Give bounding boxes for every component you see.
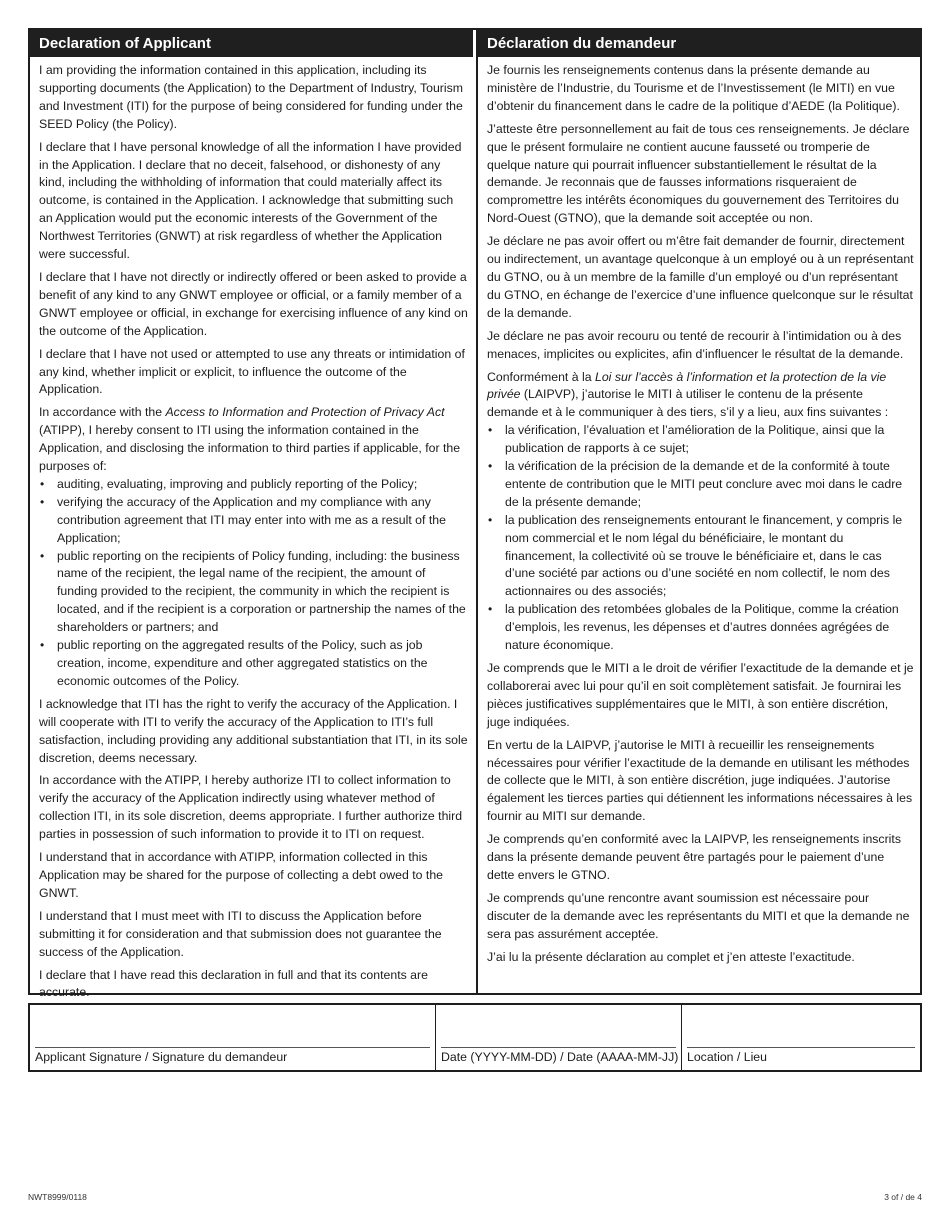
french-paragraph-8: Je comprends qu’en conformité avec la LAIPVP, les renseignements inscrits dans la présente demande peuvent être partagés pour le paiement d’une dette envers le GTNO. <box>487 832 901 882</box>
english-body <box>30 57 476 1002</box>
declaration-table <box>28 28 922 1000</box>
english-paragraph-2: I declare that I have personal knowledge of all the information I have provided in the Application. I declare that no deceit, falsehood, or dishonesty of any kind, including the withholding of information that could materially affect its outcome, is contained in the Application. I acknowledge that submitting such an Application would put the economic interests of the Government of the Northwest Territories (GNWT) at risk regardless of whether the Application were successful. <box>39 139 462 262</box>
list-item: • auditing, evaluating, improving and publicly reporting of the Policy; <box>39 476 469 494</box>
english-paragraph-6: I acknowledge that ITI has the right to verify the accuracy of the Application. I will cooperate with ITI to verify the accuracy of the Application to ITI’s full satisfaction, including providing any additional substantiation that ITI, in its sole discretion, deems necessary. <box>39 696 468 765</box>
signature-line <box>35 1047 430 1048</box>
location-line <box>687 1047 915 1048</box>
french-paragraph-7: En vertu de la LAIPVP, j’autorise le MITI à recueillir les renseignements nécessaires pour vérifier l’exactitude de la demande en utilisant les méthodes de collecte que le MITI, à son entière discrétion, juge indiquées. J’autorise également les tierces parties qui détiennent les informations nécessaires à les fournir au MITI sur demande. <box>487 737 913 824</box>
applicant-signature-label: Applicant Signature / Signature du demandeur <box>35 1050 288 1064</box>
english-paragraph-3: I declare that I have not directly or indirectly offered or been asked to provide a benefit of any kind to any GNWT employee or official, or a family member of a GNWT employee or official, in exchange for exercising influence of any kind on the outcome of the Application. <box>39 269 468 338</box>
english-paragraph-9: I understand that I must meet with ITI to discuss the Application before submitting it for consideration and that submission does not guarantee the success of the Application. <box>39 908 442 959</box>
english-paragraph-4: I declare that I have not used or attempted to use any threats or intimidation of any kind, whether implicit or explicit, to influence the outcome of the Application. <box>39 346 465 397</box>
english-p5-pre: In accordance with the <box>39 405 166 420</box>
french-paragraph-9: Je comprends qu’une rencontre avant soumission est nécessaire pour discuter de la demande avec les représentants du MITI et que la demande ne sera pas assurément acceptée. <box>487 890 910 941</box>
list-item: • la vérification, l’évaluation et l’amélioration de la Politique, ainsi que la publication de rapports à ce sujet; <box>487 422 914 458</box>
english-heading: Declaration of Applicant <box>30 30 476 57</box>
page-number: 3 of / de 4 <box>884 1192 922 1202</box>
atipp-act-title: Access to Information and Protection of Privacy Act <box>165 405 445 420</box>
list-item: • public reporting on the aggregated results of the Policy, such as job creation, income, expenditure and other aggregated statistics on the economic outcomes of the Policy. <box>39 637 469 691</box>
french-paragraph-10: J’ai lu la présente déclaration au complet et j’en atteste l’exactitude. <box>487 949 855 964</box>
english-paragraph-7: In accordance with the ATIPP, I hereby authorize ITI to collect information to verify the accuracy of the Application indirectly using whatever method of collection ITI, in its sole discretion, deems appropriate. I further authorize third parties in possession of such information to provide it to ITI on request. <box>39 773 463 842</box>
french-paragraph-4: Je déclare ne pas avoir recouru ou tenté de recourir à l’intimidation ou à des menaces, implicites ou explicites, afin d’influencer le résultat de la demande. <box>487 328 904 361</box>
english-paragraph-10: I declare that I have read this declaration in full and that its contents are accurate. <box>39 967 428 1000</box>
french-paragraph-6: Je comprends que le MITI a le droit de vérifier l’exactitude de la demande et je collaborerai avec lui pour qu’il en soit complètement satisfait. Je fournirai les pièces justificatives supplémentaires que le MITI, à son entière discrétion, juge indiquées. <box>487 661 914 729</box>
french-paragraph-5 <box>487 369 914 423</box>
french-paragraph-2: J’atteste être personnellement au fait de tous ces renseignements. Je déclare que le présent formulaire ne contient aucune fausseté ou tromperie de quelque nature qui pourrait influencer substantiellement le résultat de la demande. Je reconnais que de fausses informations risqueraient de compromettre les intérêts économiques du gouvernement des Territoires du Nord-Ouest (GTNO), que la demande soit acceptée ou non. <box>487 121 910 226</box>
location-label: Location / Lieu <box>687 1050 767 1064</box>
list-item: • verifying the accuracy of the Application and my compliance with any contribution agreement that ITI may enter into with me as a result of the Application; <box>39 494 469 548</box>
date-line <box>441 1047 676 1048</box>
french-paragraph-3: Je déclare ne pas avoir offert ou m’être fait demander de fournir, directement ou indirectement, un avantage quelconque à un employé ou à un représentant du GTNO, ou à un membre de la famille d’un employé ou d’un représentant du GTNO, en échange de l’exercice d’une influence quelconque sur le résultat de la demande. <box>487 234 914 320</box>
english-column <box>30 30 478 1000</box>
list-item: • la vérification de la précision de la demande et de la conformité à toute entente de contribution que le MITI peut conclure avec moi dans le cadre de la présente demande; <box>487 458 914 512</box>
english-paragraph-5 <box>39 404 469 476</box>
french-p5-post: (LAIPVP), j’autorise le MITI à utiliser le contenu de la présente demande et à le communiquer à des tiers, s’il y a lieu, aux fins suivantes : <box>487 387 889 420</box>
location-field[interactable] <box>682 1005 920 1070</box>
laipvp-act-title: Loi sur l’accès à l’information et la protection de la vie privée <box>487 369 887 402</box>
english-paragraph-1: I am providing the information contained in this application, including its supporting documents (the Application) to the Department of Industry, Tourism and Investment (ITI) for the purpose of being considered for funding under the SEED Policy (the Policy). <box>39 63 464 131</box>
list-item: • public reporting on the recipients of Policy funding, including: the business name of the recipient, the legal name of the recipient, the amount of funding provided to the recipient, the community in which the recipient is located, and if the recipient is a corporation or partnership the names of the shareholders or partners; and <box>39 548 469 638</box>
french-p5-pre: Conformément à la <box>487 369 595 384</box>
list-item: • la publication des retombées globales de la Politique, comme la création d’emplois, les revenus, les dépenses et d’autres données agrégées de nature économique. <box>487 601 914 655</box>
english-p5-post: (ATIPP), I hereby consent to ITI using the information contained in the Application, and disclosing the information to third parties if applicable, for the purposes of: <box>39 423 461 474</box>
french-column <box>478 30 920 993</box>
date-field[interactable] <box>436 1005 682 1070</box>
applicant-signature-field[interactable] <box>30 1005 436 1070</box>
english-paragraph-8: I understand that in accordance with ATIPP, information collected in this Application may be shared for the purpose of collecting a debt owed to the GNWT. <box>39 850 444 900</box>
french-heading: Déclaration du demandeur <box>478 30 920 57</box>
english-purposes-list <box>39 476 469 691</box>
list-item: • la publication des renseignements entourant le financement, y compris le nom commercial et le nom légal du bénéficiaire, le montant du financement, la collectivité où se trouve le bénéficiaire et, dans le cas d’une société par actions ou d’une société en nom collectif, le nom des actionnaires ou des associés; <box>487 512 914 602</box>
form-number: NWT8999/0118 <box>28 1192 87 1202</box>
signature-table <box>28 1003 922 1072</box>
french-purposes-list <box>487 422 914 655</box>
french-body <box>478 57 920 967</box>
french-paragraph-1: Je fournis les renseignements contenus dans la présente demande au ministère de l’Industrie, du Tourisme et de l’Investissement (le MITI) en vue d’obtenir du financement dans le cadre de la politique d’AEDE (la Politique). <box>487 63 900 113</box>
date-label: Date (YYYY-MM-DD) / Date (AAAA-MM-JJ) <box>441 1050 679 1064</box>
